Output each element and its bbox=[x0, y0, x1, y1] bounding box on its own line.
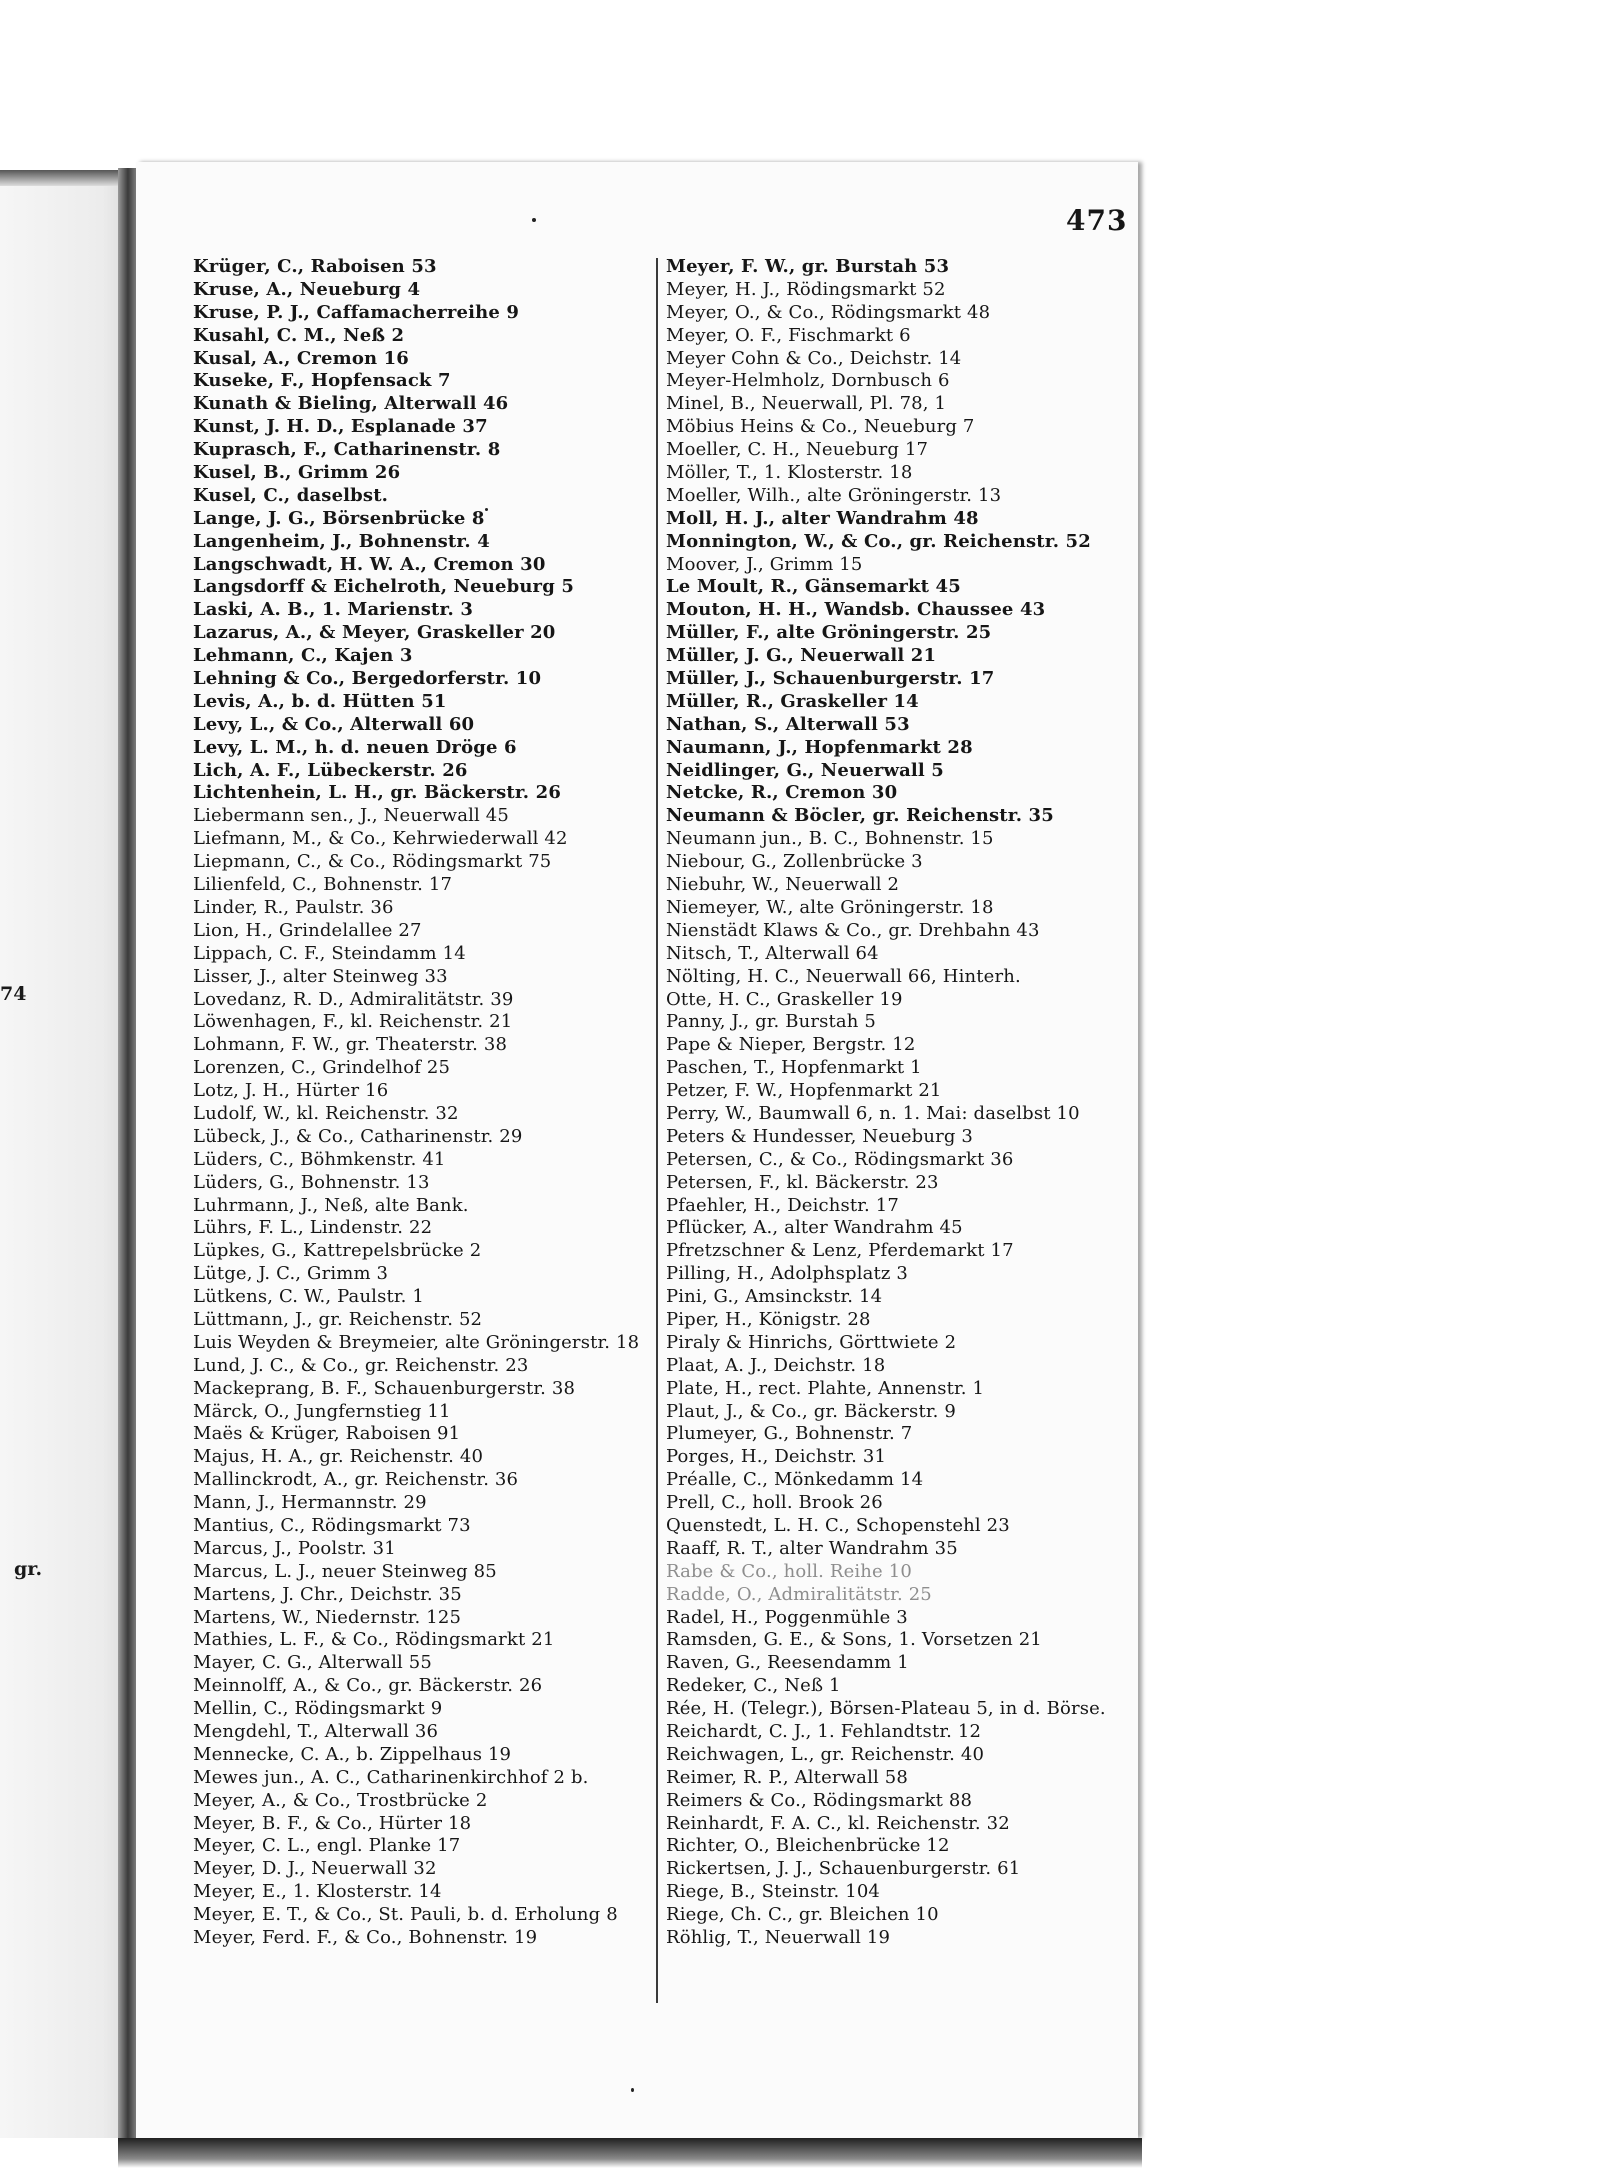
directory-entry: Niebuhr, W., Neuerwall 2 bbox=[666, 874, 900, 896]
directory-entry: Préalle, C., Mönkedamm 14 bbox=[666, 1469, 924, 1491]
left-column-list bbox=[193, 256, 673, 1950]
directory-entry: Pflücker, A., alter Wandrahm 45 bbox=[666, 1217, 963, 1239]
directory-entry: Röhlig, T., Neuerwall 19 bbox=[666, 1927, 891, 1949]
directory-entry: Reimers & Co., Rödingsmarkt 88 bbox=[666, 1789, 973, 1811]
directory-entry: Mengdehl, T., Alterwall 36 bbox=[193, 1721, 439, 1742]
directory-entry: Riege, B., Steinstr. 104 bbox=[666, 1881, 881, 1903]
directory-entry: Liepmann, C., & Co., Rödingsmarkt 75 bbox=[193, 851, 552, 873]
print-speck bbox=[631, 2088, 634, 2092]
directory-entry: Märck, O., Jungfernstieg 11 bbox=[193, 1400, 451, 1422]
directory-entry: Petersen, C., & Co., Rödingsmarkt 36 bbox=[666, 1148, 1014, 1170]
directory-entry: Petzer, F. W., Hopfenmarkt 21 bbox=[666, 1080, 942, 1102]
directory-entry: Kunst, J. H. D., Esplanade 37 bbox=[193, 416, 488, 438]
directory-entry: Lehmann, C., Kajen 3 bbox=[193, 645, 413, 667]
directory-entry: Lohmann, F. W., gr. Theaterstr. 38 bbox=[193, 1034, 508, 1056]
directory-entry: Perry, W., Baumwall 6, n. 1. Mai: daselbst 10 bbox=[666, 1102, 1080, 1124]
directory-entry: Lüpkes, G., Kattrepelsbrücke 2 bbox=[193, 1240, 482, 1262]
directory-entry: Pilling, H., Adolphsplatz 3 bbox=[666, 1263, 908, 1285]
right-column-list bbox=[666, 256, 1138, 1950]
directory-entry: Mathies, L. F., & Co., Rödingsmarkt 21 bbox=[193, 1629, 555, 1651]
directory-entry: Meyer, H. J., Rödingsmarkt 52 bbox=[666, 278, 946, 300]
directory-entry: Plate, H., rect. Plahte, Annenstr. 1 bbox=[666, 1377, 985, 1399]
directory-entry: Möller, T., 1. Klosterstr. 18 bbox=[666, 462, 913, 484]
print-speck bbox=[532, 218, 536, 222]
directory-entry: Meyer, Ferd. F., & Co., Bohnenstr. 19 bbox=[193, 1927, 538, 1949]
directory-entry: Nitsch, T., Alterwall 64 bbox=[666, 942, 879, 964]
directory-entry: Kusal, A., Cremon 16 bbox=[193, 347, 409, 369]
directory-entry: Majus, H. A., gr. Reichenstr. 40 bbox=[193, 1446, 484, 1468]
directory-entry: Lange, J. G., Börsenbrücke 8 bbox=[193, 507, 485, 529]
directory-entry: Meyer, C. L., engl. Planke 17 bbox=[193, 1835, 461, 1857]
directory-entry: Linder, R., Paulstr. 36 bbox=[193, 896, 394, 918]
page-number: 473 bbox=[1066, 204, 1128, 237]
directory-entry: Reichwagen, L., gr. Reichenstr. 40 bbox=[666, 1743, 985, 1765]
directory-entry: Otte, H. C., Graskeller 19 bbox=[666, 988, 903, 1010]
directory-entry: Porges, H., Deichstr. 31 bbox=[666, 1446, 887, 1468]
page-bottom-edge bbox=[118, 2138, 1142, 2168]
directory-entry: Neumann & Böcler, gr. Reichenstr. 35 bbox=[666, 805, 1054, 827]
directory-entry: Prell, C., holl. Brook 26 bbox=[666, 1492, 883, 1514]
directory-entry: Mayer, C. G., Alterwall 55 bbox=[193, 1652, 432, 1674]
directory-entry: Nölting, H. C., Neuerwall 66, Hinterh. bbox=[666, 965, 1021, 987]
directory-entry: Lotz, J. H., Hürter 16 bbox=[193, 1080, 389, 1102]
directory-entry: Monnington, W., & Co., gr. Reichenstr. 52 bbox=[666, 530, 1091, 552]
directory-entry: Mouton, H. H., Wandsb. Chaussee 43 bbox=[666, 599, 1046, 621]
book-spine bbox=[118, 168, 136, 2138]
directory-entry: Niemeyer, W., alte Gröningerstr. 18 bbox=[666, 896, 994, 918]
directory-entry: Müller, F., alte Gröningerstr. 25 bbox=[666, 622, 992, 644]
directory-entry: Kusahl, C. M., Neß 2 bbox=[193, 324, 405, 346]
directory-entry: Reimer, R. P., Alterwall 58 bbox=[666, 1766, 908, 1788]
directory-entry: Mewes jun., A. C., Catharinenkirchhof 2 b. bbox=[193, 1766, 589, 1788]
directory-entry: Meyer, B. F., & Co., Hürter 18 bbox=[193, 1812, 472, 1834]
directory-entry: Neumann jun., B. C., Bohnenstr. 15 bbox=[666, 828, 994, 850]
directory-entry: Niebour, G., Zollenbrücke 3 bbox=[666, 851, 923, 873]
directory-entry: Luhrmann, J., Neß, alte Bank. bbox=[193, 1194, 469, 1216]
directory-entry: Lion, H., Grindelallee 27 bbox=[193, 919, 422, 941]
directory-entry: Meinnolff, A., & Co., gr. Bäckerstr. 26 bbox=[193, 1675, 543, 1697]
directory-entry: Plaut, J., & Co., gr. Bäckerstr. 9 bbox=[666, 1400, 956, 1422]
directory-entry: Rickertsen, J. J., Schauenburgerstr. 61 bbox=[666, 1858, 1021, 1880]
directory-entry: Meyer, F. W., gr. Burstah 53 bbox=[666, 256, 950, 277]
directory-entry: Nienstädt Klaws & Co., gr. Drehbahn 43 bbox=[666, 919, 1040, 941]
directory-entry: Radel, H., Poggenmühle 3 bbox=[666, 1606, 908, 1628]
facing-page-fragment: gr. bbox=[14, 1558, 43, 1580]
directory-entry: Mennecke, C. A., b. Zippelhaus 19 bbox=[193, 1743, 512, 1765]
directory-entry: Meyer, E. T., & Co., St. Pauli, b. d. Erholung 8 bbox=[193, 1904, 618, 1926]
directory-entry: Nathan, S., Alterwall 53 bbox=[666, 713, 910, 735]
directory-entry: Netcke, R., Cremon 30 bbox=[666, 782, 898, 804]
directory-entry: Moover, J., Grimm 15 bbox=[666, 553, 863, 575]
directory-entry: Pfaehler, H., Deichstr. 17 bbox=[666, 1194, 899, 1216]
directory-entry: Pini, G., Amsinckstr. 14 bbox=[666, 1286, 883, 1308]
directory-entry: Müller, R., Graskeller 14 bbox=[666, 690, 919, 712]
directory-entry: Moll, H. J., alter Wandrahm 48 bbox=[666, 507, 979, 529]
directory-entry: Lehning & Co., Bergedorferstr. 10 bbox=[193, 668, 542, 690]
directory-entry: Quenstedt, L. H. C., Schopenstehl 23 bbox=[666, 1514, 1010, 1536]
directory-entry: Martens, W., Niedernstr. 125 bbox=[193, 1606, 462, 1628]
directory-entry: Lich, A. F., Lübeckerstr. 26 bbox=[193, 759, 468, 781]
directory-entry: Lübeck, J., & Co., Catharinenstr. 29 bbox=[193, 1125, 523, 1147]
directory-entry: Neidlinger, G., Neuerwall 5 bbox=[666, 759, 944, 781]
directory-entry: Ludolf, W., kl. Reichenstr. 32 bbox=[193, 1102, 459, 1124]
directory-entry: Piper, H., Königstr. 28 bbox=[666, 1308, 871, 1330]
directory-entry: Lüders, G., Bohnenstr. 13 bbox=[193, 1171, 430, 1193]
directory-entry: Marcus, J., Poolstr. 31 bbox=[193, 1537, 396, 1559]
directory-entry: Piraly & Hinrichs, Görttwiete 2 bbox=[666, 1331, 957, 1353]
directory-entry: Pape & Nieper, Bergstr. 12 bbox=[666, 1034, 916, 1056]
directory-entry: Plumeyer, G., Bohnenstr. 7 bbox=[666, 1423, 913, 1445]
directory-entry: Meyer, O., & Co., Rödingsmarkt 48 bbox=[666, 301, 991, 323]
directory-entry: Müller, J. G., Neuerwall 21 bbox=[666, 645, 937, 667]
directory-entry: Marcus, L. J., neuer Steinweg 85 bbox=[193, 1560, 497, 1582]
directory-entry: Raaff, R. T., alter Wandrahm 35 bbox=[666, 1537, 958, 1559]
directory-entry: Lisser, J., alter Steinweg 33 bbox=[193, 965, 448, 987]
directory-entry: Mann, J., Hermannstr. 29 bbox=[193, 1492, 427, 1514]
directory-entry: Löwenhagen, F., kl. Reichenstr. 21 bbox=[193, 1011, 513, 1033]
directory-entry: Lorenzen, C., Grindelhof 25 bbox=[193, 1057, 451, 1079]
directory-entry: Petersen, F., kl. Bäckerstr. 23 bbox=[666, 1171, 939, 1193]
directory-entry: Naumann, J., Hopfenmarkt 28 bbox=[666, 736, 973, 758]
directory-entry: Kruse, A., Neueburg 4 bbox=[193, 278, 421, 300]
facing-page-edge bbox=[0, 178, 128, 2138]
directory-entry: Lüttmann, J., gr. Reichenstr. 52 bbox=[193, 1308, 483, 1330]
directory-entry: Lovedanz, R. D., Admiralitätstr. 39 bbox=[193, 988, 514, 1010]
directory-entry: Müller, J., Schauenburgerstr. 17 bbox=[666, 668, 995, 690]
directory-entry: Moeller, C. H., Neueburg 17 bbox=[666, 439, 929, 461]
directory-entry: Rée, H. (Telegr.), Börsen-Plateau 5, in d. Börse. bbox=[666, 1698, 1106, 1720]
directory-entry: Raven, G., Reesendamm 1 bbox=[666, 1652, 909, 1674]
directory-entry: Maës & Krüger, Raboisen 91 bbox=[193, 1423, 461, 1445]
directory-entry: Kusel, C., daselbst. bbox=[193, 484, 389, 506]
directory-entry: Meyer Cohn & Co., Deichstr. 14 bbox=[666, 347, 962, 369]
directory-entry: Kuseke, F., Hopfensack 7 bbox=[193, 370, 451, 392]
directory-entry: Mantius, C., Rödingsmarkt 73 bbox=[193, 1514, 471, 1536]
directory-entry: Redeker, C., Neß 1 bbox=[666, 1675, 841, 1697]
directory-entry: Plaat, A. J., Deichstr. 18 bbox=[666, 1354, 886, 1376]
directory-entry: Meyer, D. J., Neuerwall 32 bbox=[193, 1858, 437, 1880]
directory-entry: Mallinckrodt, A., gr. Reichenstr. 36 bbox=[193, 1469, 519, 1491]
directory-entry: Pfretzschner & Lenz, Pferdemarkt 17 bbox=[666, 1240, 1014, 1262]
directory-entry: Moeller, Wilh., alte Gröningerstr. 13 bbox=[666, 484, 1002, 506]
directory-entry: Lichtenhein, L. H., gr. Bäckerstr. 26 bbox=[193, 782, 561, 804]
directory-entry: Langenheim, J., Bohnenstr. 4 bbox=[193, 530, 490, 552]
directory-entry: Lippach, C. F., Steindamm 14 bbox=[193, 942, 466, 964]
directory-entry: Lüders, C., Böhmkenstr. 41 bbox=[193, 1148, 446, 1170]
directory-entry: Richter, O., Bleichenbrücke 12 bbox=[666, 1835, 950, 1857]
directory-entry: Lilienfeld, C., Bohnenstr. 17 bbox=[193, 874, 453, 896]
directory-entry: Martens, J. Chr., Deichstr. 35 bbox=[193, 1583, 462, 1605]
column-divider bbox=[656, 258, 658, 2003]
directory-entry: Kruse, P. J., Caffamacherreihe 9 bbox=[193, 301, 520, 323]
directory-entry: Kuprasch, F., Catharinenstr. 8 bbox=[193, 439, 501, 461]
directory-entry: Riege, Ch. C., gr. Bleichen 10 bbox=[666, 1904, 939, 1926]
directory-entry: Levis, A., b. d. Hütten 51 bbox=[193, 690, 447, 712]
directory-entry: Minel, B., Neuerwall, Pl. 78, 1 bbox=[666, 393, 947, 415]
directory-entry: Meyer-Helmholz, Dornbusch 6 bbox=[666, 370, 950, 392]
directory-entry: Laski, A. B., 1. Marienstr. 3 bbox=[193, 599, 474, 621]
directory-entry: Meyer, E., 1. Klosterstr. 14 bbox=[193, 1881, 442, 1903]
directory-entry: Rabe & Co., holl. Reihe 10 bbox=[666, 1560, 912, 1582]
directory-entry: Meyer, A., & Co., Trostbrücke 2 bbox=[193, 1789, 488, 1811]
directory-entry: Möbius Heins & Co., Neueburg 7 bbox=[666, 416, 975, 438]
directory-entry: Paschen, T., Hopfenmarkt 1 bbox=[666, 1057, 922, 1079]
directory-entry: Lund, J. C., & Co., gr. Reichenstr. 23 bbox=[193, 1354, 529, 1376]
directory-entry: Levy, L. M., h. d. neuen Dröge 6 bbox=[193, 736, 517, 758]
directory-entry: Lütge, J. C., Grimm 3 bbox=[193, 1263, 389, 1285]
directory-entry: Reichardt, C. J., 1. Fehlandtstr. 12 bbox=[666, 1721, 982, 1742]
directory-entry: Langschwadt, H. W. A., Cremon 30 bbox=[193, 553, 546, 575]
directory-entry: Ramsden, G. E., & Sons, 1. Vorsetzen 21 bbox=[666, 1629, 1042, 1651]
directory-entry: Meyer, O. F., Fischmarkt 6 bbox=[666, 324, 911, 346]
directory-entry: Panny, J., gr. Burstah 5 bbox=[666, 1011, 877, 1033]
directory-entry: Radde, O., Admiralitätstr. 25 bbox=[666, 1583, 932, 1605]
directory-entry: Liefmann, M., & Co., Kehrwiederwall 42 bbox=[193, 828, 568, 850]
directory-entry: Kusel, B., Grimm 26 bbox=[193, 462, 401, 484]
directory-entry: Peters & Hundesser, Neueburg 3 bbox=[666, 1125, 973, 1147]
directory-entry: Mellin, C., Rödingsmarkt 9 bbox=[193, 1698, 443, 1720]
directory-entry: Levy, L., & Co., Alterwall 60 bbox=[193, 713, 475, 735]
facing-page-fragment: 74 bbox=[0, 983, 27, 1005]
directory-entry: Lütkens, C. W., Paulstr. 1 bbox=[193, 1286, 424, 1308]
directory-entry: Kunath & Bieling, Alterwall 46 bbox=[193, 393, 509, 415]
directory-entry: Mackeprang, B. F., Schauenburgerstr. 38 bbox=[193, 1377, 576, 1399]
directory-entry: Le Moult, R., Gänsemarkt 45 bbox=[666, 576, 961, 598]
directory-entry: Langsdorff & Eichelroth, Neueburg 5 bbox=[193, 576, 575, 598]
directory-entry: Luis Weyden & Breymeier, alte Gröningerstr. 18 bbox=[193, 1331, 640, 1353]
directory-entry: Lazarus, A., & Meyer, Graskeller 20 bbox=[193, 622, 556, 644]
directory-entry: Lührs, F. L., Lindenstr. 22 bbox=[193, 1217, 433, 1239]
directory-entry: Reinhardt, F. A. C., kl. Reichenstr. 32 bbox=[666, 1812, 1010, 1834]
directory-entry: Krüger, C., Raboisen 53 bbox=[193, 256, 437, 277]
directory-entry: Liebermann sen., J., Neuerwall 45 bbox=[193, 805, 509, 827]
